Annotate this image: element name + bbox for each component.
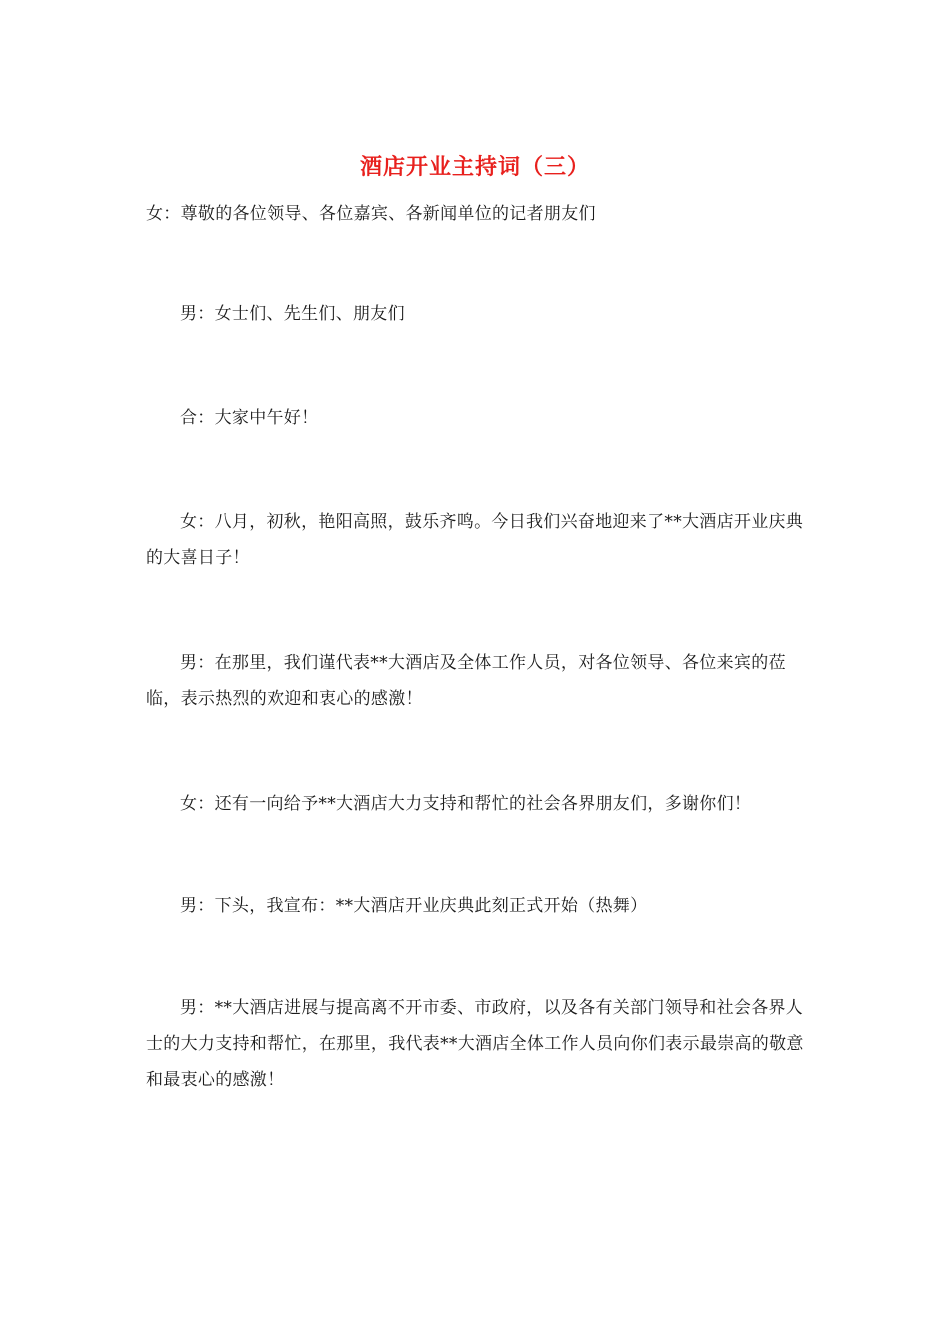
paragraph-4: 女：八月，初秋，艳阳高照，鼓乐齐鸣。今日我们兴奋地迎来了**大酒店开业庆典的大喜日子！ [146,512,804,568]
paragraph-2: 男：女士们、先生们、朋友们 [180,304,405,324]
paragraph-3: 合：大家中午好！ [180,408,319,428]
paragraph-7: 男：下头，我宣布：**大酒店开业庆典此刻正式开始（热舞） [180,896,648,916]
paragraph-1: 女：尊敬的各位领导、各位嘉宾、各新闻单位的记者朋友们 [146,204,596,224]
paragraph-5: 男：在那里，我们谨代表**大酒店及全体工作人员，对各位领导、各位来宾的莅临，表示热烈的欢迎和衷心的感激！ [146,653,786,709]
paragraph-6: 女：还有一向给予**大酒店大力支持和帮忙的社会各界朋友们，多谢你们！ [180,794,752,814]
document-title: 酒店开业主持词（三） [359,154,590,180]
paragraph-8: 男：**大酒店进展与提高离不开市委、市政府，以及各有关部门领导和社会各界人士的大力支持和帮忙，在那里，我代表**大酒店全体工作人员向你们表示最崇高的敬意和最衷心的感激！ [146,998,804,1090]
